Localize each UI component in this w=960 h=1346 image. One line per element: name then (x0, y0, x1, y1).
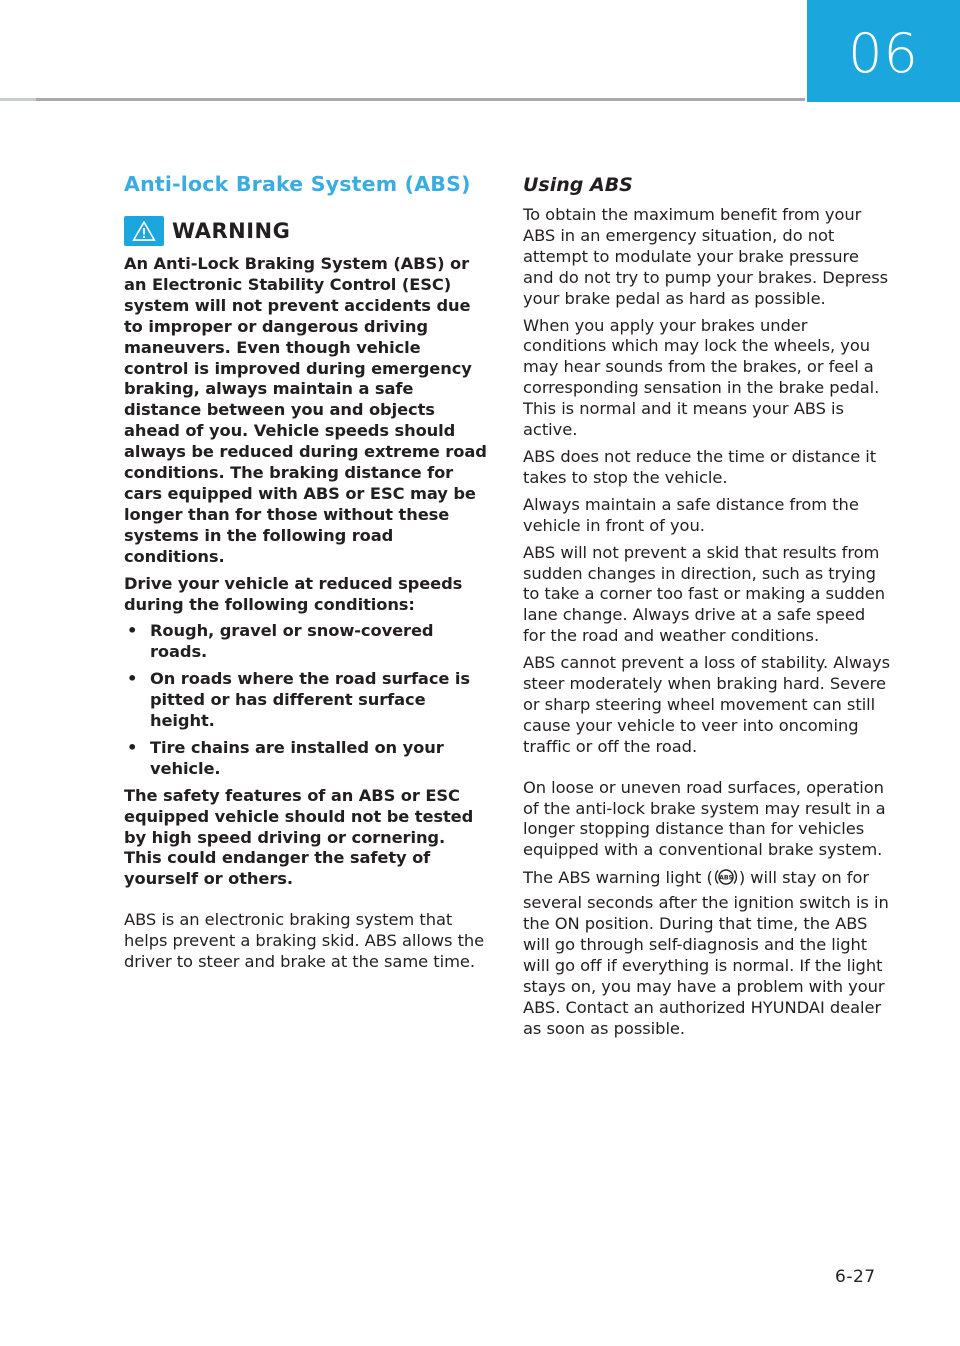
abs-light-text-after: ) will stay on for several seconds after the ignition switch is in the ON position. During that time, the ABS will go through self-diagnosis and the light will go off if everything is normal. If the light stays on, you may have a problem with your ABS. Contact an authorized HYUNDAI dealer as soon as possible. (523, 868, 889, 1038)
body-paragraph: Always maintain a safe distance from the vehicle in front of you. (523, 494, 859, 535)
warning-bullet-list (124, 621, 488, 779)
abs-icon-text: ABS (718, 874, 733, 882)
list-item: • Tire chains are installed on your vehicle. (124, 738, 488, 780)
chapter-tab: 06 (807, 0, 960, 102)
body-paragraph: On loose or uneven road surfaces, operation of the anti-lock brake system may result in a longer stopping distance than for vehicles equipped with a conventional brake system. (523, 777, 886, 860)
list-item: • On roads where the road surface is pitted or has different surface height. (124, 669, 488, 732)
abs-light-text-before: The ABS warning light ( (523, 868, 713, 888)
left-column (124, 172, 488, 979)
warning-paragraph: The safety features of an ABS or ESC equipped vehicle should not be tested by high speed driving or cornering. This could endanger the safety of yourself or others. (124, 785, 474, 889)
body-paragraph: ABS is an electronic braking system that helps prevent a braking skid. ABS allows the driver to steer and brake at the same time. (124, 910, 485, 972)
abs-warning-light-icon (714, 867, 738, 893)
body-paragraph: ABS cannot prevent a loss of stability. Always steer moderately when braking hard. Severe or sharp steering wheel movement can still cause your vehicle to veer into oncoming traffic or off the road. (523, 653, 891, 756)
body-paragraph: To obtain the maximum benefit from your ABS in an emergency situation, do not attempt to modulate your brake pressure and do not try to pump your brakes. Depress your brake pedal as hard as possible. (523, 205, 889, 308)
header-rule (0, 98, 805, 101)
warning-paragraph: Drive your vehicle at reduced speeds during the following conditions: (124, 573, 463, 614)
warning-paragraph: An Anti-Lock Braking System (ABS) or an Electronic Stability Control (ESC) system will not prevent accidents due to improper or dangerous driving maneuvers. Even though vehicle control is improved during emergency braking, always maintain a safe distance between you and objects ahead of you. Vehicle speeds should always be reduced during extreme road conditions. The braking distance for cars equipped with ABS or ESC may be longer than for those without these systems in the following road conditions. (124, 254, 487, 566)
section-title: Anti-lock Brake System (ABS) (124, 172, 471, 196)
right-column (523, 174, 891, 1046)
page-number: 6-27 (835, 1267, 876, 1287)
list-item: • Rough, gravel or snow-covered roads. (124, 621, 488, 663)
warning-header (124, 216, 488, 246)
subsection-title: Using ABS (523, 174, 633, 196)
body-paragraph: ABS will not prevent a skid that results from sudden changes in direction, such as trying to take a corner too fast or making a sudden lane change. Always drive at a safe speed for the road and weather conditions. (523, 542, 886, 646)
body-paragraph: When you apply your brakes under conditions which may lock the wheels, you may hear sounds from the brakes, or feel a corresponding sensation in the brake pedal. This is normal and it means your ABS is active. (523, 315, 880, 440)
body-paragraph: ABS does not reduce the time or distance it takes to stop the vehicle. (523, 446, 877, 487)
warning-label: WARNING (172, 219, 291, 243)
warning-triangle-icon (124, 216, 164, 246)
abs-light-paragraph (523, 867, 891, 1039)
